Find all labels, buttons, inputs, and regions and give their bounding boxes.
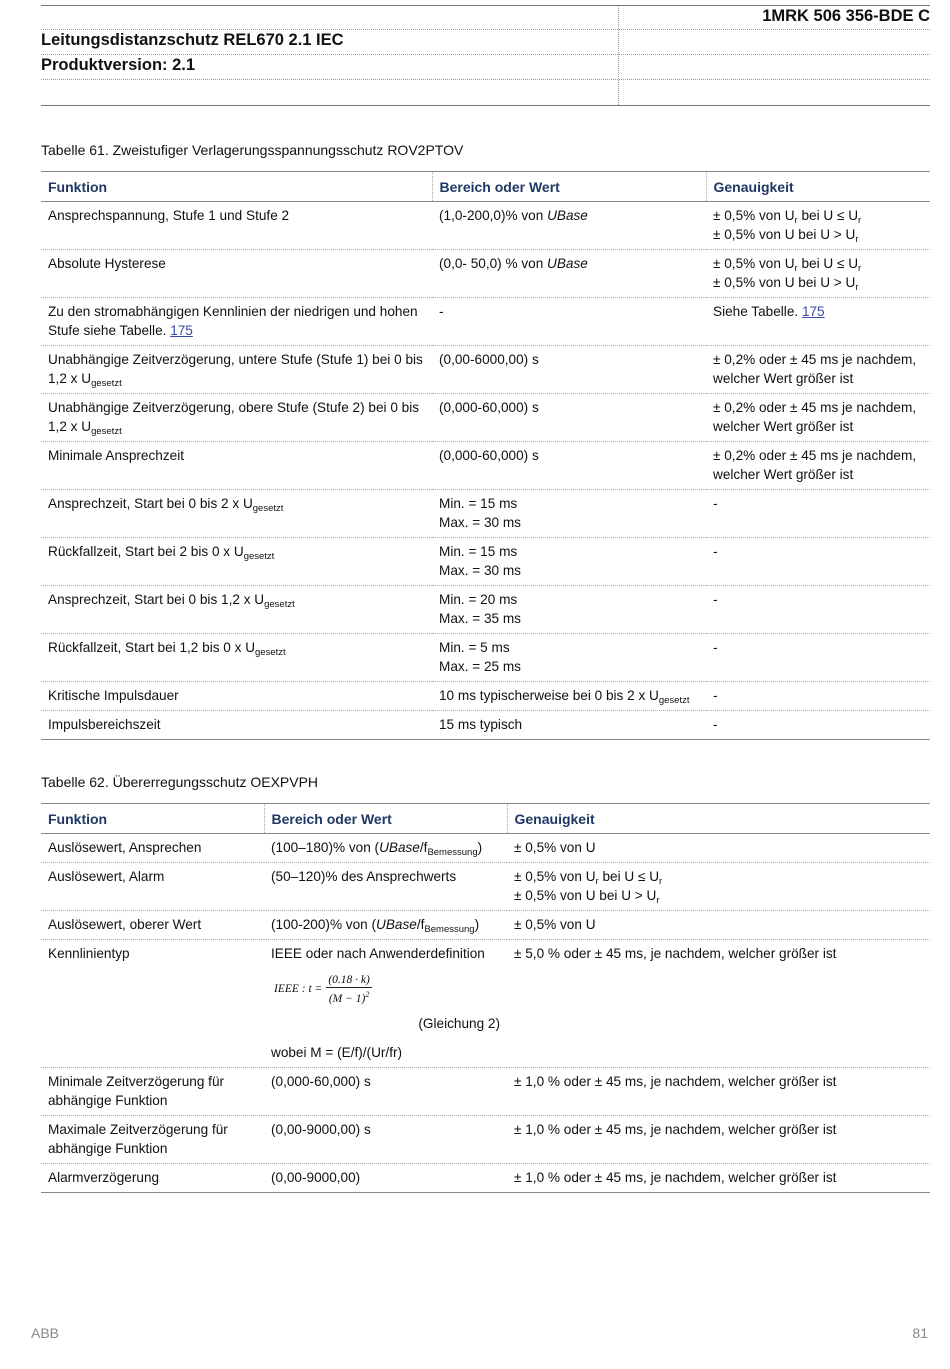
table-row: [41, 940, 930, 1068]
function-cell: Minimale Ansprechzeit: [41, 442, 432, 490]
page-header: [41, 5, 930, 105]
accuracy-cell: -: [706, 711, 930, 740]
table-row: [41, 490, 930, 538]
range-cell: 15 ms typisch: [432, 711, 706, 740]
accuracy-cell: ± 0,5% von U: [507, 834, 930, 863]
ieee-formula: [274, 973, 500, 1006]
function-cell: Kennlinientyp: [41, 940, 264, 1068]
function-cell: Unabhängige Zeitverzögerung, obere Stufe (Stufe 2) bei 0 bis 1,2 x $U_{gesetzt}$: [41, 394, 432, 442]
formula-fraction: [326, 973, 372, 1006]
table-row: [41, 298, 930, 346]
range-cell: Min. = 20 ms Max. = 35 ms: [432, 586, 706, 634]
range-cell: (0,0- 50,0) % von UBase: [432, 250, 706, 298]
table-row: [41, 1067, 930, 1115]
accuracy-cell: ± 0,5% von $U_r$ bei $U \le U_r$ ± 0,5% von U bei $U > U_r$: [706, 250, 930, 298]
range-cell: Min. = 15 ms Max. = 30 ms: [432, 490, 706, 538]
document-title: Leitungsdistanzschutz REL670 2.1 IEC: [41, 31, 344, 49]
accuracy-cell: ± 5,0 % oder ± 45 ms, je nachdem, welcher größer ist: [507, 940, 930, 1068]
range-cell: -: [432, 298, 706, 346]
table-row: [41, 394, 930, 442]
function-cell: Maximale Zeitverzögerung für abhängige Funktion: [41, 1115, 264, 1163]
formula-numerator: (0.18 · k): [328, 974, 370, 986]
table-row: [41, 1115, 930, 1163]
header-divider: [41, 54, 930, 55]
function-cell: Alarmverzögerung: [41, 1163, 264, 1192]
table-61: [41, 171, 930, 740]
function-cell: Ansprechzeit, Start bei 0 bis 2 x $U_{gesetzt}$: [41, 490, 432, 538]
formula-lhs: IEEE : t =: [274, 982, 323, 995]
footer-company: ABB: [31, 1325, 60, 1341]
document-id: 1MRK 506 356-BDE C: [762, 7, 930, 25]
function-cell: Ansprechspannung, Stufe 1 und Stufe 2: [41, 202, 432, 250]
function-cell: Rückfallzeit, Start bei 2 bis 0 x $U_{gesetzt}$: [41, 538, 432, 586]
range-cell: [264, 940, 507, 1068]
table-row: [41, 682, 930, 711]
accuracy-cell: ± 0,5% von U: [507, 911, 930, 940]
characteristic-text: IEEE oder nach Anwenderdefinition: [271, 946, 485, 961]
table-reference-link[interactable]: 175: [170, 323, 193, 338]
range-cell: (1,0-200,0)% von UBase: [432, 202, 706, 250]
function-cell: Unabhängige Zeitverzögerung, untere Stufe (Stufe 1) bei 0 bis 1,2 x $U_{gesetzt}$: [41, 346, 432, 394]
header-column-divider: [618, 5, 619, 105]
range-cell: (0,00-9000,00): [264, 1163, 507, 1192]
accuracy-cell: ± 0,2% oder ± 45 ms je nachdem, welcher Wert größer ist: [706, 442, 930, 490]
column-header: Genauigkeit: [706, 172, 930, 202]
table-62-caption: Tabelle 62. Übererregungsschutz OEXPVPH: [41, 774, 319, 790]
table-row: [41, 586, 930, 634]
table-row: [41, 538, 930, 586]
function-cell: Rückfallzeit, Start bei 1,2 bis 0 x $U_{gesetzt}$: [41, 634, 432, 682]
accuracy-cell: ± 0,2% oder ± 45 ms je nachdem, welcher Wert größer ist: [706, 346, 930, 394]
range-cell: Min. = 5 ms Max. = 25 ms: [432, 634, 706, 682]
function-cell: Absolute Hysterese: [41, 250, 432, 298]
function-cell: Minimale Zeitverzögerung für abhängige Funktion: [41, 1067, 264, 1115]
range-cell: (100-200)% von $(UBase/f_{Bemessung})$: [264, 911, 507, 940]
function-cell: Ansprechzeit, Start bei 0 bis 1,2 x $U_{gesetzt}$: [41, 586, 432, 634]
header-top-rule: [41, 5, 930, 6]
function-cell: Impulsbereichszeit: [41, 711, 432, 740]
accuracy-cell: -: [706, 490, 930, 538]
function-cell: Auslösewert, Ansprechen: [41, 834, 264, 863]
range-cell: (0,00-6000,00) s: [432, 346, 706, 394]
table-row: [41, 863, 930, 911]
table-header-row: [41, 172, 930, 202]
table-row: [41, 346, 930, 394]
accuracy-cell: ± 0,5% von $U_r$ bei $U \le U_r$ ± 0,5% von U bei $U > U_r$: [706, 202, 930, 250]
column-header: Funktion: [41, 172, 432, 202]
function-cell: Kritische Impulsdauer: [41, 682, 432, 711]
accuracy-cell: ± 0,2% oder ± 45 ms je nachdem, welcher Wert größer ist: [706, 394, 930, 442]
formula-denominator: $(M - 1)^2$: [328, 990, 370, 1005]
table-row: [41, 634, 930, 682]
accuracy-cell: ± 1,0 % oder ± 45 ms, je nachdem, welcher größer ist: [507, 1067, 930, 1115]
accuracy-cell: ± 1,0 % oder ± 45 ms, je nachdem, welcher größer ist: [507, 1115, 930, 1163]
table-row: [41, 250, 930, 298]
accuracy-cell: -: [706, 538, 930, 586]
table-reference-link[interactable]: 175: [801, 304, 825, 319]
product-version: Produktversion: 2.1: [41, 56, 196, 74]
accuracy-cell: -: [706, 634, 930, 682]
table-62: [41, 803, 930, 1193]
accuracy-cell: -: [706, 586, 930, 634]
range-cell: (0,000-60,000) s: [432, 394, 706, 442]
function-cell: Zu den stromabhängigen Kennlinien der niedrigen und hohen Stufe siehe Tabelle. 175: [41, 298, 432, 346]
table-row: [41, 442, 930, 490]
column-header: Bereich oder Wert: [432, 172, 706, 202]
table-header-row: [41, 804, 930, 834]
column-header: Bereich oder Wert: [264, 804, 507, 834]
table-row: [41, 911, 930, 940]
page-number: 81: [912, 1325, 928, 1341]
column-header: Funktion: [41, 804, 264, 834]
function-cell: Auslösewert, Alarm: [41, 863, 264, 911]
accuracy-cell: -: [706, 682, 930, 711]
header-divider: [41, 29, 930, 30]
table-row: [41, 711, 930, 740]
accuracy-cell: Siehe Tabelle. 175: [706, 298, 930, 346]
range-cell: (0,00-9000,00) s: [264, 1115, 507, 1163]
function-cell: Auslösewert, oberer Wert: [41, 911, 264, 940]
header-divider: [41, 79, 930, 80]
header-bottom-rule: [41, 105, 930, 106]
table-61-caption: Tabelle 61. Zweistufiger Verlagerungsspannungsschutz ROV2PTOV: [41, 142, 464, 158]
column-header: Genauigkeit: [507, 804, 930, 834]
table-row: [41, 834, 930, 863]
range-cell: (0,000-60,000) s: [264, 1067, 507, 1115]
range-cell: (0,000-60,000) s: [432, 442, 706, 490]
accuracy-cell: ± 1,0 % oder ± 45 ms, je nachdem, welcher größer ist: [507, 1163, 930, 1192]
equation-number: (Gleichung 2): [418, 1015, 500, 1031]
formula-where-text: wobei M = (E/f)/(Ur/fr): [271, 1044, 403, 1060]
table-row: [41, 202, 930, 250]
range-cell: (50–120)% des Ansprechwerts: [264, 863, 507, 911]
accuracy-cell: ± 0,5% von $U_r$ bei $U \le U_r$ ± 0,5% von U bei $U > U_r$: [507, 863, 930, 911]
table-row: [41, 1163, 930, 1192]
range-cell: (100–180)% von $(UBase/f_{Bemessung})$: [264, 834, 507, 863]
range-cell: Min. = 15 ms Max. = 30 ms: [432, 538, 706, 586]
range-cell: 10 ms typischerweise bei 0 bis 2 x $U_{gesetzt}$: [432, 682, 706, 711]
